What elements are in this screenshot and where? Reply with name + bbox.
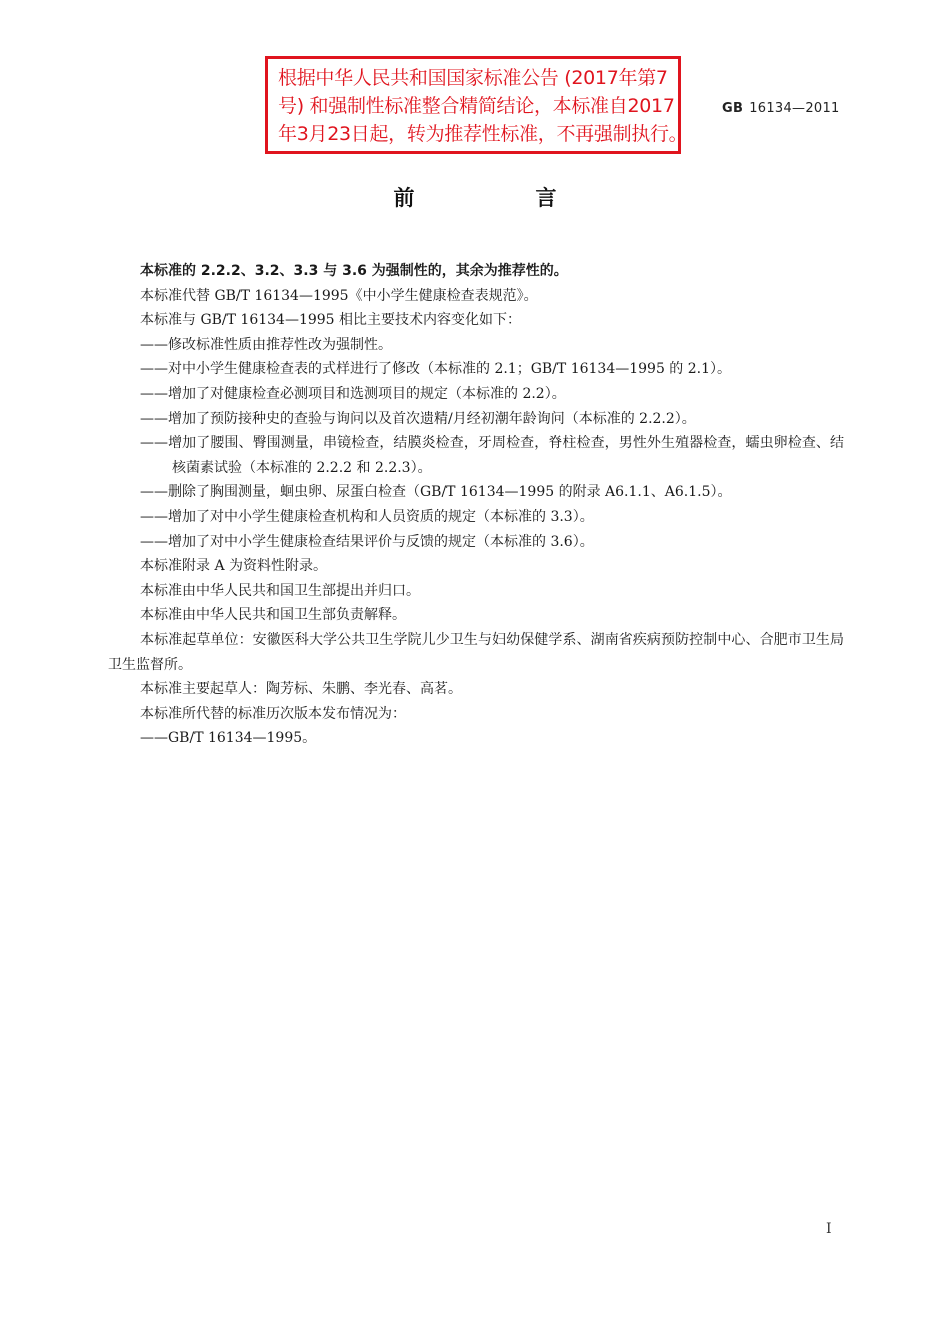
change-item: ——对中小学生健康检查表的式样进行了修改（本标准的 2.1；GB/T 16134—1995 的 2.1）。 [140,361,732,378]
proposed-by-statement: 本标准由中华人民共和国卫生部提出并归口。 [140,582,420,599]
standard-prefix: GB [722,101,744,116]
change-item: ——删除了胸围测量，蛔虫卵、尿蛋白检查（GB/T 16134—1995 的附录 A6.1.1、A6.1.5）。 [140,484,732,501]
changes-intro: 本标准与 GB/T 16134—1995 相比主要技术内容变化如下： [140,312,522,329]
page-title: 前 言 [393,186,607,210]
notice-line-2: 号) 和强制性标准整合精简结论，本标准自2017 [278,95,675,117]
change-item: ——增加了预防接种史的查验与询问以及首次遗精/月经初潮年龄询问（本标准的 2.2.2）。 [140,410,696,427]
appendix-statement: 本标准附录 A 为资料性附录。 [140,558,328,575]
history-intro: 本标准所代替的标准历次版本发布情况为： [140,705,406,722]
interpreted-by-statement: 本标准由中华人民共和国卫生部负责解释。 [140,607,406,624]
notice-line-3: 年3月23日起，转为推荐性标准，不再强制执行。 [278,123,688,145]
standard-status-notice [265,56,688,154]
history-item: ——GB/T 16134—1995。 [140,730,317,747]
drafting-units-statement: 本标准起草单位：安徽医科大学公共卫生学院儿少卫生与妇幼保健学系、湖南省疾病预防控制中心、合肥市卫生局卫生监督所。 [108,631,844,673]
change-item: ——增加了对中小学生健康检查机构和人员资质的规定（本标准的 3.3）。 [140,508,594,525]
notice-line-1: 根据中华人民共和国国家标准公告 (2017年第7 [278,67,668,89]
change-item: ——增加了对中小学生健康检查结果评价与反馈的规定（本标准的 3.6）。 [140,533,594,550]
change-item: ——增加了对健康检查必测项目和选测项目的规定（本标准的 2.2）。 [140,385,566,402]
foreword-body [108,259,844,751]
change-item: ——修改标准性质由推荐性改为强制性。 [140,336,392,353]
mandatory-clauses-note: 本标准的 2.2.2、3.2、3.3 与 3.6 为强制性的，其余为推荐性的。 [140,263,568,279]
change-item: ——增加了腰围、臀围测量，串镜检查，结膜炎检查，牙周检查，脊柱检查，男性外生殖器检查，蠕虫卵检查、结核菌素试验（本标准的 2.2.2 和 2.2.3）。 [140,435,844,476]
page-number: I [826,1221,832,1237]
replaces-statement: 本标准代替 GB/T 16134—1995《中小学生健康检查表规范》。 [140,287,538,304]
drafters-statement: 本标准主要起草人：陶芳标、朱鹏、李光春、高茗。 [140,681,462,698]
standard-number [722,101,840,116]
standard-code: 16134—2011 [749,101,840,116]
